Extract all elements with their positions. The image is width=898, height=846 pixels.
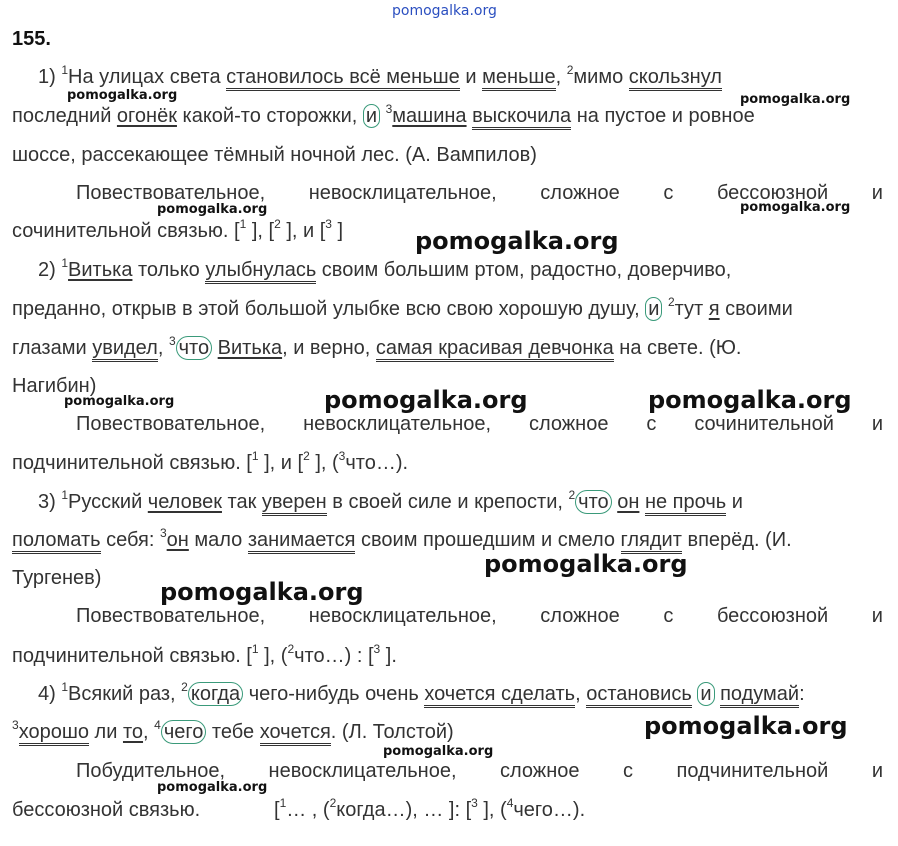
watermark: pomogalka.org (648, 386, 852, 414)
task-number: 155. (12, 28, 51, 50)
sentence-line: $^3$хорошо ли то, $^4$ чего тебе хочется. (Л. Толстой) (12, 719, 883, 745)
conjunction-circle: что (575, 490, 611, 514)
sentence-line: Нагибин) (12, 375, 97, 397)
scheme-line: [$^1$… , ($^2$когда…), … ]: [$^3$ ], ($^4$чего…). (274, 796, 586, 821)
description-line: Повествовательное, невосклицательное, сложное с бессоюзной и (76, 605, 883, 627)
conjunction-circle: и (645, 297, 662, 321)
subject: он (166, 529, 189, 551)
watermark: pomogalka.org (67, 88, 178, 103)
subject: Витька (68, 259, 133, 281)
description-line: Повествовательное, невосклицательное, сложное с сочинительной и (76, 413, 883, 435)
scheme-line: подчинительной связью. [$^1$ ], ($^2$что…) : [$^3$ ]. (12, 642, 397, 667)
predicate: самая красивая девчонка (376, 337, 614, 362)
predicate: подумай (720, 683, 799, 708)
predicate: улыбнулась (205, 259, 316, 284)
sentence-line: Тургенев) (12, 567, 102, 589)
conjunction-circle: когда (188, 682, 243, 706)
sentence-line: поломать себя: $^3$он мало занимается своим прошедшим и смело глядит вперёд. (И. (12, 527, 883, 553)
predicate: остановись (586, 683, 692, 708)
predicate: хорошо (19, 721, 89, 746)
watermark: pomogalka.org (392, 3, 497, 19)
description-line: Побудительное, невосклицательное, сложное с подчинительной и (76, 760, 883, 782)
description-line: Повествовательное, невосклицательное, сложное с бессоюзной и (76, 182, 883, 204)
predicate: уверен (262, 491, 327, 516)
watermark: pomogalka.org (740, 200, 851, 215)
conjunction-circle: и (363, 104, 380, 128)
subject: то (122, 721, 144, 743)
predicate: меньше (482, 66, 556, 91)
sentence-line: преданно, открыв в этой большой улыбке всю свою хорошую душу, и $^2$тут я своими (12, 295, 793, 320)
sentence-line: 4) $^1$Всякий раз, $^2$ когда чего-нибудь очень хочется сделать, остановись и подумай: (38, 681, 883, 707)
subject: огонёк (116, 105, 177, 127)
conjunction-circle: и (697, 682, 714, 706)
predicate: становилось всё меньше (226, 66, 460, 91)
predicate: хочется (260, 721, 331, 746)
predicate: глядит (621, 529, 682, 554)
sentence-line: глазами увидел, $^3$ что Витька, и верно, самая красивая девчонка на свете. (Ю. (12, 335, 883, 361)
watermark: pomogalka.org (644, 712, 848, 740)
subject: Витька (217, 337, 283, 359)
sentence-line: шоссе, рассекающее тёмный ночной лес. (А. Вампилов) (12, 144, 537, 166)
predicate: поломать (12, 529, 101, 554)
description-line: бессоюзной связью. (12, 799, 201, 821)
conjunction-circle: что (176, 336, 212, 360)
subject: человек (147, 491, 222, 513)
scheme-line: подчинительной связью. [$^1$ ], и [$^2$ ], ($^3$что…). (12, 449, 409, 474)
predicate: не прочь (645, 491, 726, 516)
sentence-line: последний огонёк какой-то сторожки, и $^3$машина выскочила на пустое и ровное (12, 103, 883, 129)
watermark: pomogalka.org (64, 394, 175, 409)
predicate: увидел (92, 337, 158, 362)
watermark: pomogalka.org (484, 550, 688, 578)
watermark: pomogalka.org (415, 227, 619, 255)
subject: он (617, 491, 640, 513)
conjunction-circle: чего (161, 720, 207, 744)
watermark: pomogalka.org (383, 744, 494, 759)
subject: машина (392, 105, 467, 127)
sentence-line: 2) $^1$Витька только улыбнулась своим большим ртом, радостно, доверчиво, (38, 257, 883, 283)
watermark: pomogalka.org (324, 386, 528, 414)
watermark: pomogalka.org (160, 578, 364, 606)
predicate: скользнул (629, 66, 722, 91)
predicate: занимается (248, 529, 356, 554)
watermark: pomogalka.org (157, 202, 268, 217)
scheme-line: сочинительной связью. [$^1$ ], [$^2$ ], и [$^3$ ] (12, 217, 344, 242)
predicate: хочется сделать (424, 683, 575, 708)
predicate: выскочила (472, 105, 571, 130)
watermark: pomogalka.org (157, 780, 268, 795)
watermark: pomogalka.org (740, 92, 851, 107)
subject: я (708, 298, 720, 320)
sentence-line: 1) $^1$На улицах света становилось всё меньше и меньше, $^2$мимо скользнул (38, 64, 883, 90)
sentence-line: 3) $^1$Русский человек так уверен в своей силе и крепости, $^2$ что он не прочь и (38, 489, 883, 515)
